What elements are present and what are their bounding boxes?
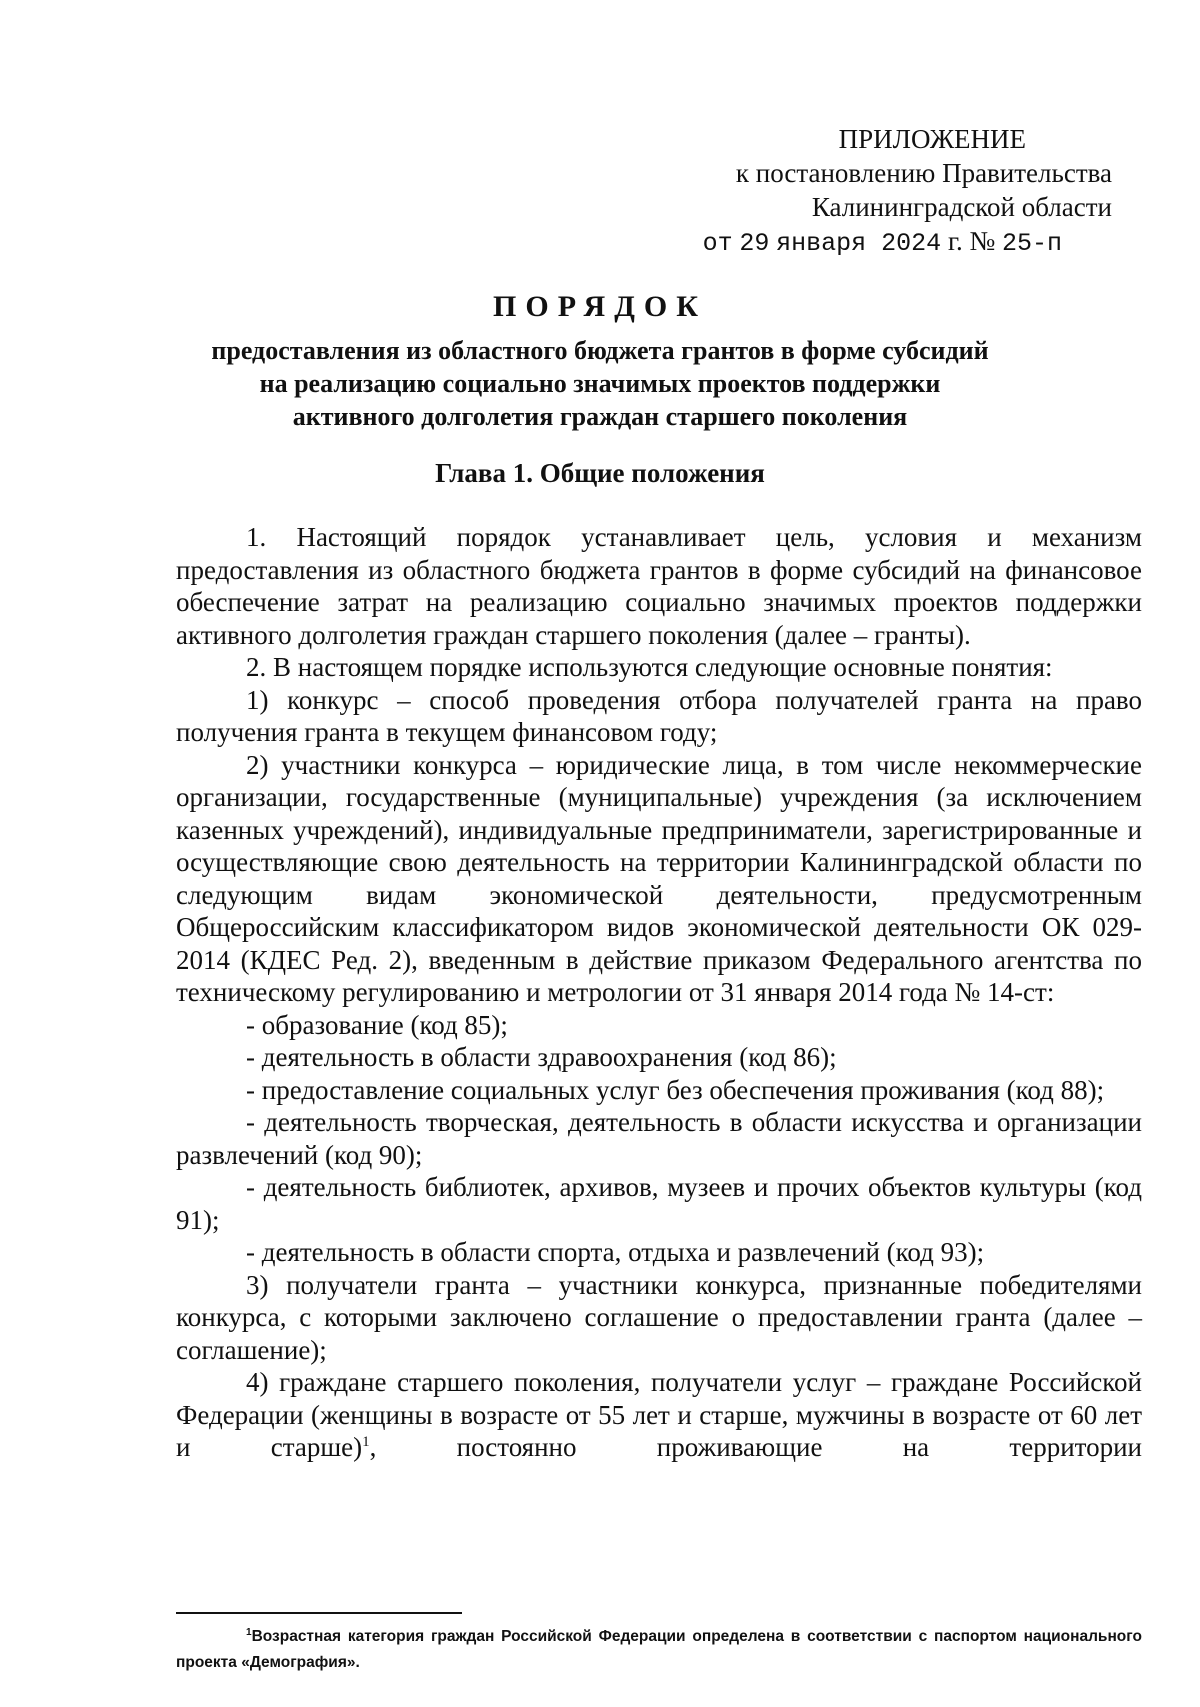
approval-block [672, 122, 1112, 261]
footnote [176, 1624, 1142, 1676]
activity-item: - предоставление социальных услуг без обеспечения проживания (код 88); [246, 1074, 1105, 1105]
paragraph: 1. Настоящий порядок устанавливает цель, условия и механизм предоставления из областного бюджета грантов в форме субсидий на финансовое обеспечение затрат на реализацию социально значимых проектов поддержки активного долголетия граждан старшего поколения (далее – гранты). [176, 522, 1142, 650]
activity-item: - образование (код 85); [246, 1009, 508, 1040]
list-item [176, 1366, 1142, 1464]
approval-resolution-line: к постановлению Правительства [735, 158, 1112, 188]
approval-date-line [672, 224, 1112, 261]
date-month-year: января 2024 [776, 229, 942, 258]
footnote-reference[interactable]: 1 [362, 1434, 370, 1450]
resolution-number: 25-п [1001, 229, 1062, 258]
document-body [176, 521, 1142, 1464]
paragraph: 2. В настоящем порядке используются следующие основные понятия: [246, 652, 1053, 682]
list-item-text: 4) граждане старшего поколения, получатели услуг – граждане Российской Федерации (женщины в возрасте от 55 лет и старше, мужчины в возрасте от 60 лет и старше) [176, 1367, 1142, 1462]
document-subtitle [0, 334, 1200, 433]
document-header [0, 290, 1200, 433]
date-day: 29 [739, 229, 770, 258]
activity-item: - деятельность в области спорта, отдыха и развлечений (код 93); [246, 1237, 985, 1267]
year-number-label: г. № [947, 226, 996, 256]
subtitle-line: предоставления из областного бюджета грантов в форме субсидий [211, 336, 989, 365]
list-item-text-continued: , постоянно проживающие на территории [369, 1432, 1143, 1462]
activity-item: - деятельность в области здравоохранения (код 86); [246, 1042, 837, 1072]
list-item: 2) участники конкурса – юридические лица, в том числе некоммерческие организации, государственные (муниципальные) учреждения (за исключением казенных учреждений), индивидуальные предприниматели, зарегистрированные и осуществляющие свою деятельность на территории Калининградской области по следующим видам экономической деятельности, предусмотренным Общероссийским классификатором видов экономической деятельности ОК 029-2014 (КДЕС Ред. 2), введенным в действие приказом Федерального агентства по техническому регулированию и метрологии от 31 января 2014 года № 14-ст: [176, 749, 1142, 1007]
approval-region-line: Калининградской области [811, 192, 1112, 222]
list-item: 3) получатели гранта – участники конкурса, признанные победителями конкурса, с которыми заключено соглашение о предоставлении гранта (далее – соглашение); [176, 1269, 1142, 1365]
footnote-text: Возрастная категория граждан Российской Федерации определена в соответствии с паспортом национального проекта «Демография». [176, 1628, 1142, 1671]
document-title: ПОРЯДОК [493, 290, 707, 323]
activity-item: - деятельность библиотек, архивов, музеев и прочих объектов культуры (код 91); [176, 1172, 1142, 1235]
activity-item: - деятельность творческая, деятельность в области искусства и организации развлечений (код 90); [176, 1107, 1142, 1170]
list-item: 1) конкурс – способ проведения отбора получателей гранта на право получения гранта в текущем финансовом году; [176, 684, 1142, 747]
footnote-marker: 1 [246, 1626, 252, 1638]
footnote-separator [176, 1612, 462, 1614]
subtitle-line: на реализацию социально значимых проектов поддержки [259, 369, 941, 398]
subtitle-line: активного долголетия граждан старшего поколения [292, 402, 908, 431]
date-prefix: от [702, 229, 733, 258]
chapter-heading: Глава 1. Общие положения [435, 458, 765, 488]
approval-title: ПРИЛОЖЕНИЕ [838, 124, 1026, 154]
